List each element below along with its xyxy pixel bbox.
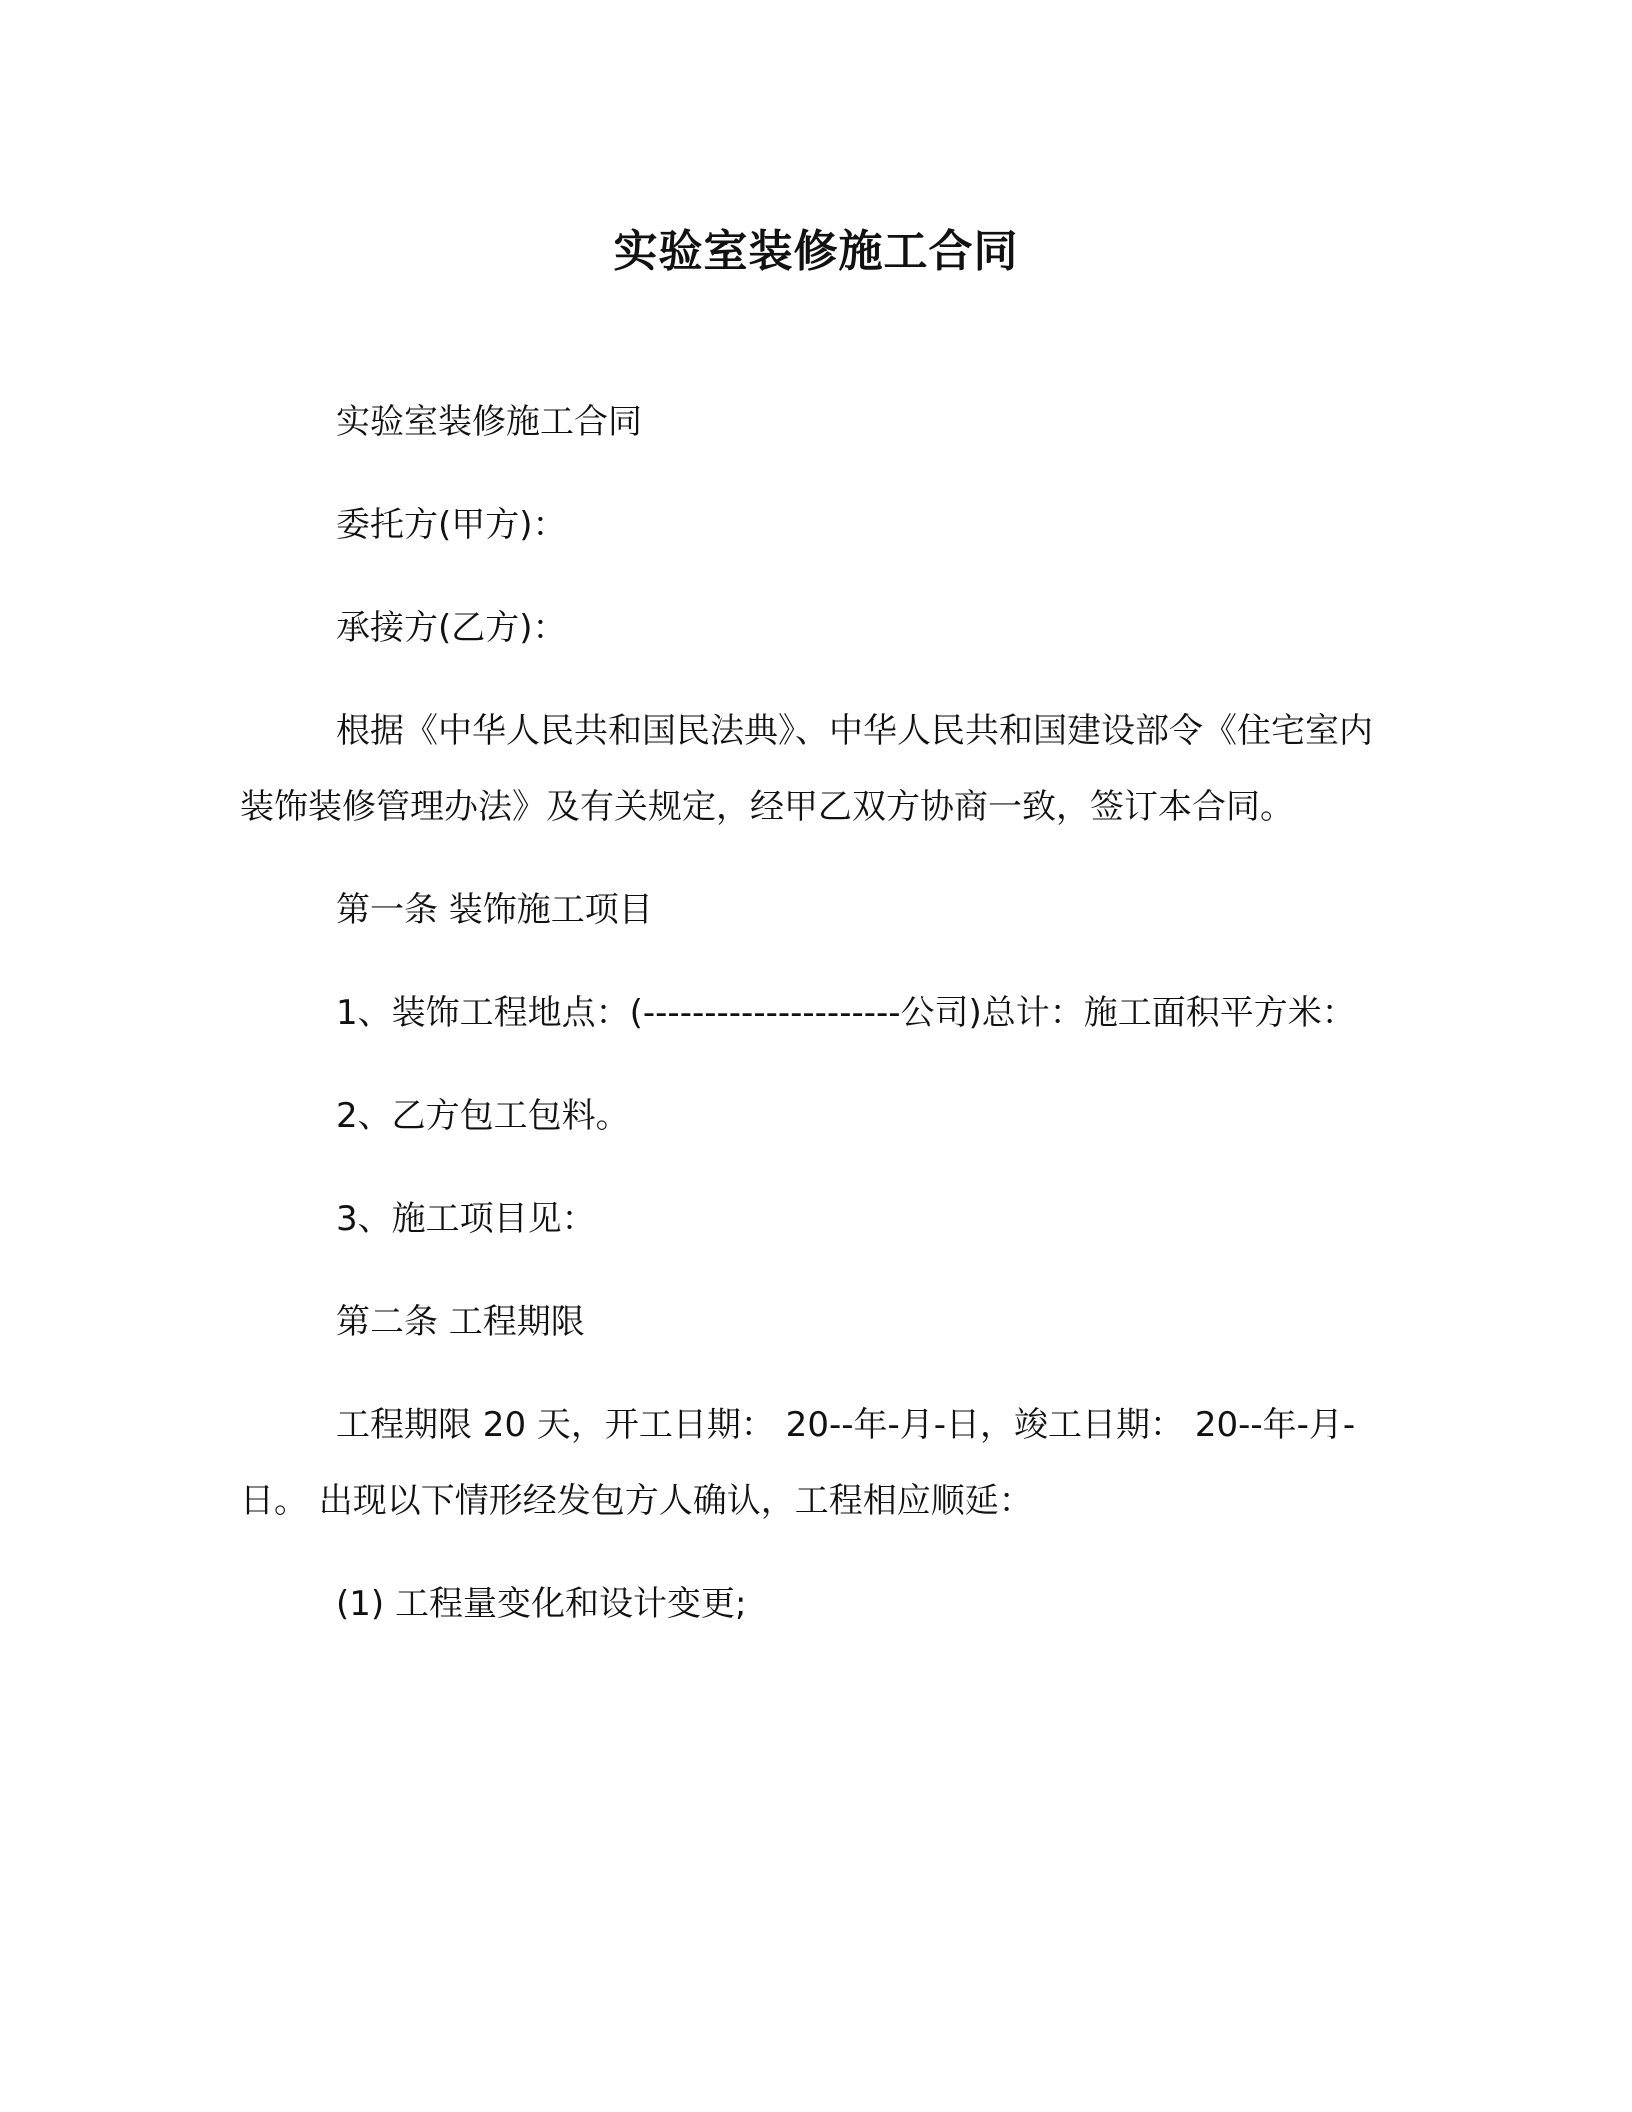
article-1-item-3: 3、施工项目见： (336, 1199, 596, 1239)
article-2-term-paragraph: 工程期限 20 天，开工日期： 20--年-月-日，竣工日期： 20--年-月-日。 出现以下情形经发包方人确认，工程相应顺延： (240, 1405, 1356, 1521)
article-2-heading: 第二条 工程期限 (336, 1302, 585, 1342)
party-a-line: 委托方(甲方)： (336, 505, 567, 545)
article-2-condition-1: (1) 工程量变化和设计变更; (336, 1584, 747, 1624)
document-title: 实验室装修施工合同 (613, 226, 1019, 277)
article-1-heading: 第一条 装饰施工项目 (336, 890, 653, 930)
article-1-item-2: 2、乙方包工包料。 (336, 1096, 630, 1136)
article-1-item-1: 1、装饰工程地点：(---------------------公司)总计：施工面积平方米： (336, 993, 1356, 1033)
contract-heading: 实验室装修施工合同 (336, 402, 642, 442)
party-b-line: 承接方(乙方)： (336, 608, 567, 648)
preamble-paragraph: 根据《中华人民共和国民法典》、中华人民共和国建设部令《住宅室内装饰装修管理办法》及有关规定，经甲乙双方协商一致，签订本合同。 (240, 711, 1373, 827)
document-body (240, 384, 1375, 1669)
